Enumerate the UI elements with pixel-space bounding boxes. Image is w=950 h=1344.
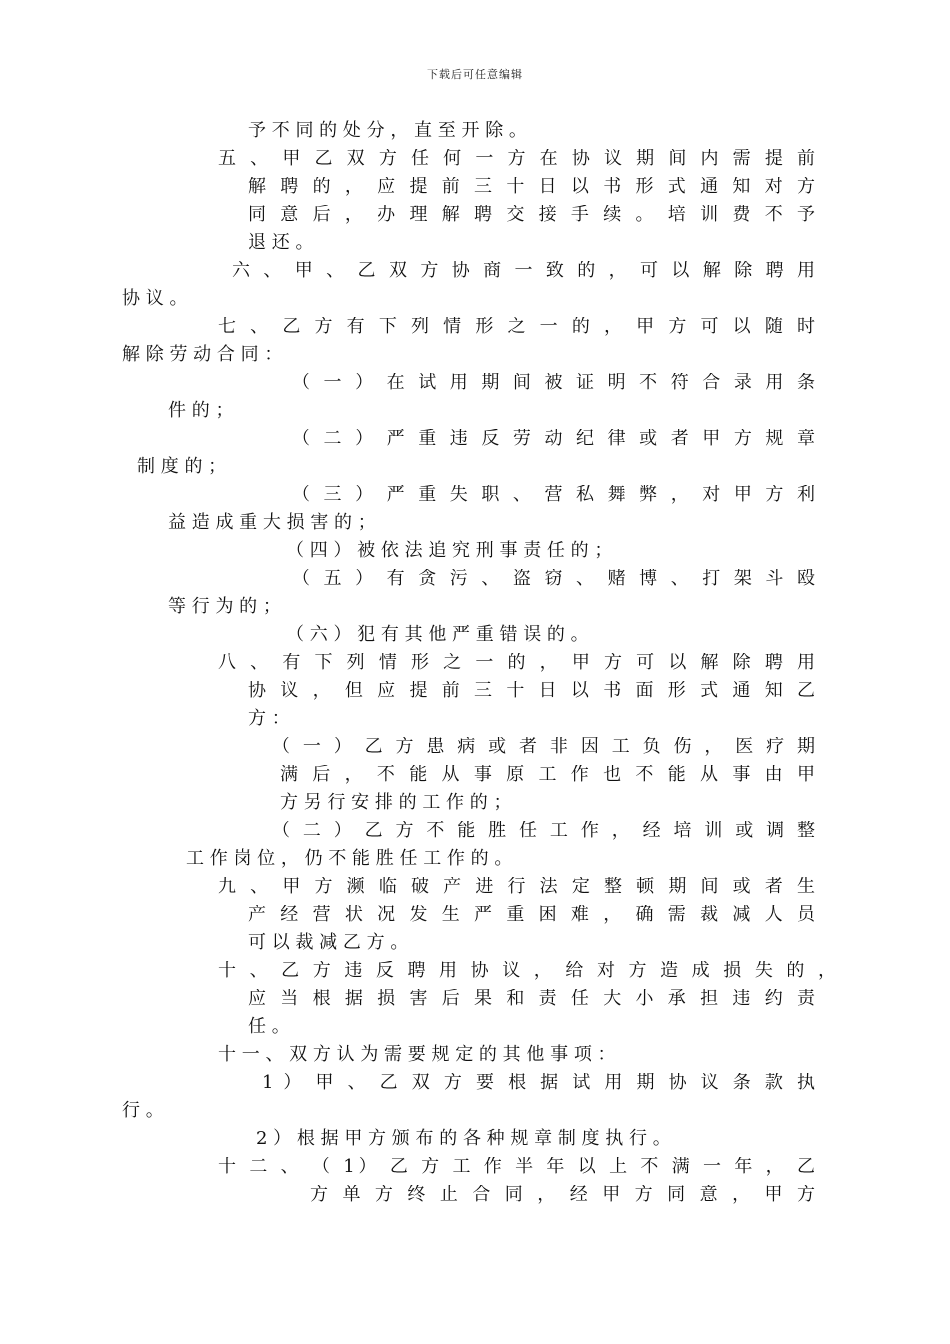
text-line: 十 、 乙 方 违 反 聘 用 协 议 ， 给 对 方 造 成 损 失 的 ， [218,961,836,981]
text-line: 益 造 成 重 大 损 害 的 ； [168,512,376,533]
text-line: （ 四 ） 被 依 法 追 究 刑 事 责 任 的 ； [286,540,613,561]
text-line: 退 还 。 [248,232,314,253]
text-line: 解 聘 的 ， 应 提 前 三 十 日 以 书 形 式 通 知 对 方 [248,177,815,197]
text-line: 同 意 后 ， 办 理 解 聘 交 接 手 续 。 培 训 费 不 予 [248,205,815,225]
text-line: 协 议 ， 但 应 提 前 三 十 日 以 书 面 形 式 通 知 乙 [248,681,815,701]
text-line: 十 二 、 （ 1） 乙 方 工 作 半 年 以 上 不 满 一 年 ， 乙 [218,1157,815,1177]
text-line: 件 的 ； [168,400,234,421]
text-line: 行 。 [122,1100,164,1121]
text-line: 可 以 裁 减 乙 方 。 [248,932,409,953]
text-line: 九 、 甲 方 濒 临 破 产 进 行 法 定 整 顿 期 间 或 者 生 [218,877,815,897]
text-line: （ 三 ） 严 重 失 职 、 营 私 舞 弊 ， 对 甲 方 利 [292,485,815,505]
text-line: 等 行 为 的 ； [168,596,281,617]
text-line: 五 、 甲 乙 双 方 任 何 一 方 在 协 议 期 间 内 需 提 前 [218,149,815,169]
text-line: 应 当 根 据 损 害 后 果 和 责 任 大 小 承 担 违 约 责 [248,989,815,1009]
text-line: （ 五 ） 有 贪 污 、 盗 窃 、 赌 博 、 打 架 斗 殴 [292,569,815,589]
text-line: 七 、 乙 方 有 下 列 情 形 之 一 的 ， 甲 方 可 以 随 时 [218,317,815,337]
text-line: （ 二 ） 严 重 违 反 劳 动 纪 律 或 者 甲 方 规 章 [292,429,815,449]
text-line: 方 单 方 终 止 合 同 ， 经 甲 方 同 意 ， 甲 方 [310,1185,815,1205]
text-line: （ 一 ） 在 试 用 期 间 被 证 明 不 符 合 录 用 条 [292,373,815,393]
text-line: 予 不 同 的 处 分 ， 直 至 开 除 。 [248,120,527,141]
text-line: 2 ） 根 据 甲 方 颁 布 的 各 种 规 章 制 度 执 行 。 [256,1128,671,1149]
text-line: 产 经 营 状 况 发 生 严 重 困 难 ， 确 需 裁 减 人 员 [248,905,815,925]
text-line: 方 另 行 安 排 的 工 作 的 ； [280,792,512,813]
text-line: 解 除 劳 动 合 同 ： [122,344,283,365]
text-line: 任 。 [248,1016,290,1037]
text-line: （ 一 ） 乙 方 患 病 或 者 非 因 工 负 伤 ， 医 疗 期 [272,737,815,757]
text-line: 方 ： [248,708,290,729]
text-line: 1 ） 甲 、 乙 双 方 要 根 据 试 用 期 协 议 条 款 执 [262,1073,815,1093]
text-line: （ 二 ） 乙 方 不 能 胜 任 工 作 ， 经 培 训 或 调 整 [272,821,815,841]
text-line: 协 议 。 [122,288,188,309]
text-line: 制 度 的 ； [137,456,227,477]
text-line: 工 作 岗 位 ， 仍 不 能 胜 任 工 作 的 。 [186,848,513,869]
text-line: 八 、 有 下 列 情 形 之 一 的 ， 甲 方 可 以 解 除 聘 用 [218,653,815,673]
page-header: 下载后可任意编辑 [427,68,523,81]
text-line: 十 一 、 双 方 认 为 需 要 规 定 的 其 他 事 项 ： [218,1044,616,1065]
text-line: （ 六 ） 犯 有 其 他 严 重 错 误 的 。 [286,624,589,645]
text-line: 六 、 甲 、 乙 双 方 协 商 一 致 的 ， 可 以 解 除 聘 用 [232,261,815,281]
text-line: 满 后 ， 不 能 从 事 原 工 作 也 不 能 从 事 由 甲 [280,765,815,785]
